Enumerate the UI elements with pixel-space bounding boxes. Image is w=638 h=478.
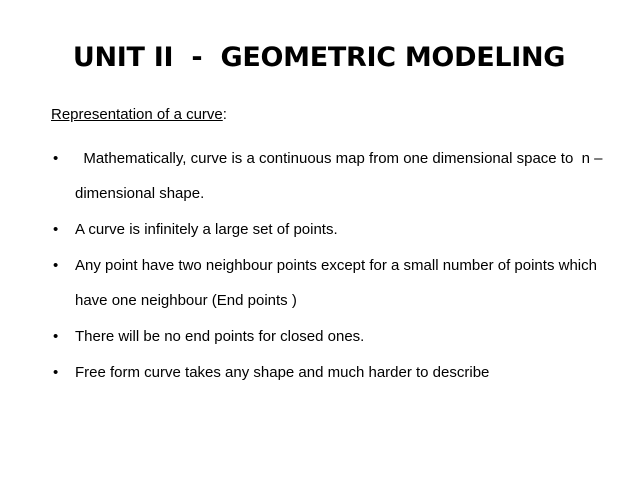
bullet-text: Mathematically, curve is a continuous map from one dimensional space to n – dimensional shape. xyxy=(75,150,607,202)
bullet-item xyxy=(51,212,611,247)
bullet-item xyxy=(51,355,611,390)
section-heading-text: Representation of a curve xyxy=(51,106,223,123)
slide-title: UNIT II - GEOMETRIC MODELING xyxy=(72,42,566,73)
bullet-text: A curve is infinitely a large set of points. xyxy=(75,221,338,238)
bullet-item xyxy=(51,319,611,354)
bullet-icon: • xyxy=(53,364,59,381)
bullet-text: There will be no end points for closed ones. xyxy=(75,328,365,345)
bullet-icon: • xyxy=(53,328,59,345)
bullet-icon: • xyxy=(53,221,59,238)
bullet-icon: • xyxy=(53,150,59,167)
section-heading-colon: : xyxy=(222,106,227,123)
bullet-item xyxy=(51,141,611,211)
section-heading xyxy=(51,104,227,126)
bullet-list xyxy=(51,141,611,391)
bullet-item xyxy=(51,248,611,318)
bullet-text: Free form curve takes any shape and much harder to describe xyxy=(75,364,490,381)
bullet-icon: • xyxy=(53,257,59,274)
bullet-text: Any point have two neighbour points except for a small number of points which have one neighbour (End points ) xyxy=(75,257,602,309)
